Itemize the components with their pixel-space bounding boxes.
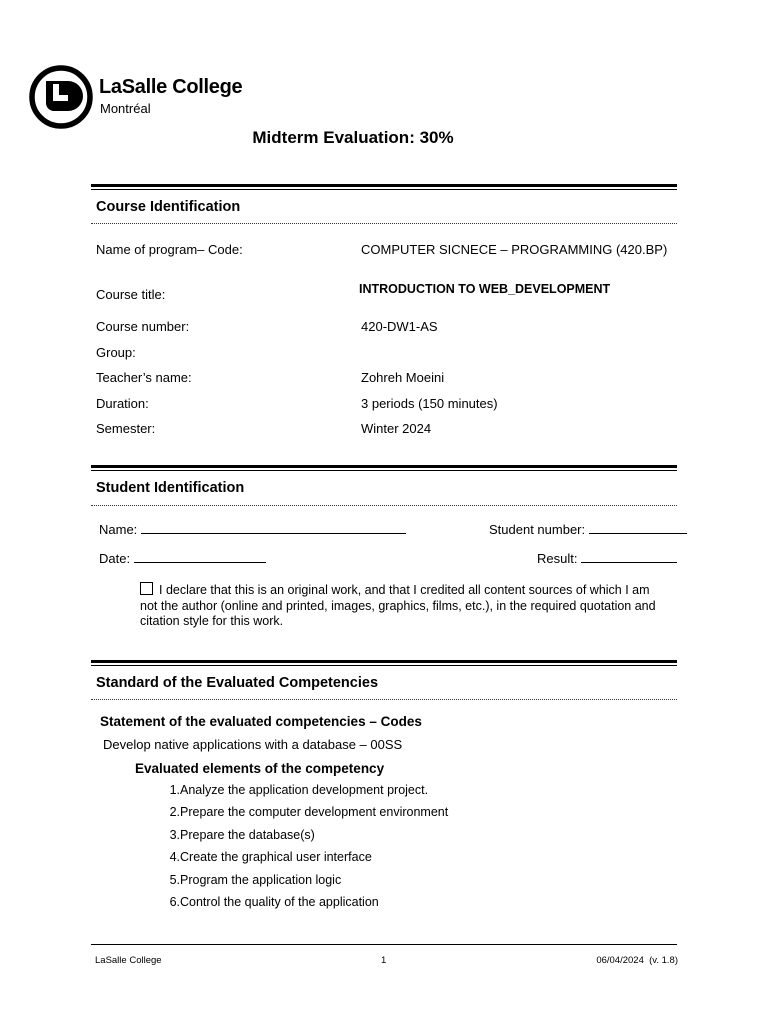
result-label: Result: (537, 551, 578, 566)
footer-left: LaSalle College (95, 955, 162, 966)
section-rule (91, 184, 677, 187)
semester-value: Winter 2024 (361, 421, 432, 436)
student-number-label: Student number: (489, 522, 586, 537)
item-text: Prepare the computer development environment (180, 805, 449, 820)
logo-name: LaSalle College (99, 76, 243, 98)
course-title-label: Course title: (96, 287, 166, 302)
item-text: Control the quality of the application (180, 894, 379, 909)
name-field (99, 521, 406, 537)
page-number: 1 (381, 955, 387, 966)
date-blank[interactable] (134, 550, 266, 563)
dotted-divider (91, 505, 677, 506)
statement-heading: Statement of the evaluated competencies – Codes (100, 714, 422, 729)
declaration-text: I declare that this is an original work, and that I credited all content sources of which I am not the author (online and printed, images, graphics, films, etc.), in the required quotation and citation style for this work. (140, 583, 656, 628)
item-number: 3. (169, 827, 180, 842)
section-rule (91, 189, 677, 190)
program-label: Name of program– Code: (96, 242, 243, 257)
item-number: 1. (169, 783, 180, 797)
item-number: 2. (169, 805, 180, 820)
duration-label: Duration: (96, 396, 149, 411)
footer-date-version: 06/04/2024 (v. 1.8) (596, 955, 678, 966)
section-rule (91, 465, 677, 468)
item-number: 4. (169, 850, 180, 865)
result-blank[interactable] (581, 550, 677, 563)
section-rule (91, 665, 677, 666)
logo-city: Montréal (100, 101, 151, 116)
student-number-blank[interactable] (589, 521, 687, 534)
section-rule (91, 470, 677, 471)
statement-text: Develop native applications with a database – 00SS (103, 737, 403, 752)
item-text: Analyze the application development project. (180, 783, 429, 797)
result-field (537, 550, 677, 566)
course-number-label: Course number: (96, 319, 190, 334)
elements-heading: Evaluated elements of the competency (135, 761, 385, 776)
declaration-checkbox[interactable] (140, 582, 153, 595)
dotted-divider (91, 699, 677, 700)
semester-label: Semester: (96, 421, 156, 436)
item-number: 6. (169, 894, 180, 909)
name-label: Name: (99, 522, 138, 537)
page-title: Midterm Evaluation: 30% (252, 128, 454, 147)
declaration (140, 582, 670, 630)
lasalle-logo-icon (28, 64, 94, 130)
footer-rule (91, 944, 677, 945)
item-number: 5. (169, 872, 180, 887)
competencies-section-heading: Standard of the Evaluated Competencies (96, 675, 379, 691)
course-title-value: INTRODUCTION TO WEB_DEVELOPMENT (359, 282, 611, 296)
student-number-field (489, 521, 687, 537)
date-field (99, 550, 266, 566)
elements-list (140, 783, 449, 917)
dotted-divider (91, 223, 677, 224)
list-item (140, 872, 342, 895)
item-text: Program the application logic (180, 872, 342, 887)
teacher-value: Zohreh Moeini (361, 370, 445, 385)
name-blank[interactable] (141, 521, 406, 534)
list-item (140, 805, 449, 827)
list-item (140, 850, 372, 872)
group-label: Group: (96, 345, 136, 360)
date-label: Date: (99, 551, 131, 566)
list-item (140, 827, 315, 850)
course-section-heading: Course Identification (96, 199, 241, 215)
duration-value: 3 periods (150 minutes) (361, 396, 498, 411)
list-item (140, 783, 429, 805)
teacher-label: Teacher’s name: (96, 370, 192, 385)
item-text: Create the graphical user interface (180, 850, 372, 865)
section-rule (91, 660, 677, 663)
course-number-value: 420-DW1-AS (361, 319, 438, 334)
item-text: Prepare the database(s) (180, 827, 315, 842)
list-item (140, 894, 379, 917)
program-value: COMPUTER SICNECE – PROGRAMMING (420.BP) (361, 242, 668, 257)
student-section-heading: Student Identification (96, 480, 245, 496)
